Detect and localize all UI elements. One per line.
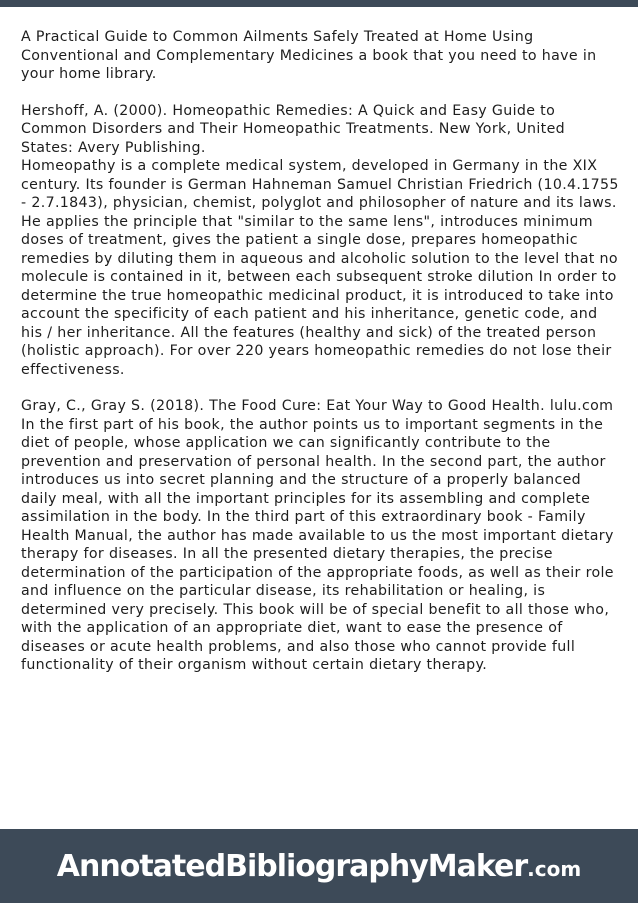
- document-body: [21, 28, 621, 675]
- annotation-1: Homeopathy is a complete medical system, developed in Germany in the XIX century. Its founder is German Hahneman Samuel Christian Friedrich (10.4.1755 - 2.7.1843), physician, chemist, polyglot and philosopher of nature and its laws. He applies the principle that "similar to the same lens", introduces minimum doses of treatment, gives the patient a single dose, prepares homeopathic remedies by diluting them in aqueous and alcoholic solution to the level that no molecule is contained in it, between each subsequent stroke dilution In order to determine the true homeopathic medicinal product, it is introduced to take into account the specificity of each patient and his inheritance, genetic code, and his / her inheritance. All the features (healthy and sick) of the treated person (holistic approach). For over 220 years homeopathic remedies do not lose their effectiveness.: [21, 158, 619, 378]
- brand-domain: .com: [527, 856, 582, 881]
- annotation-2: In the first part of his book, the author points us to important segments in the diet of people, whose application we can significantly contribute to the prevention and preservation of personal health. In the second part, the author introduces us into secret planning and the structure of a properly balanced daily meal, with all the important principles for its assembling and complete assimilation in the body. In the third part of this extraordinary book - Family Health Manual, the author has made available to us the most important dietary therapy for diseases. In all the presented dietary therapies, the precise determination of the participation of the appropriate foods, as well as their role and influence on the particular disease, its rehabilitation or healing, is determined very precisely. This book will be of special benefit to all those who, with the application of an appropriate diet, want to ease the presence of diseases or acute health problems, and also those who cannot provide full functionality of their organism without certain dietary therapy.: [21, 416, 614, 673]
- citation-1: Hershoff, A. (2000). Homeopathic Remedies: A Quick and Easy Guide to Common Disorders and Their Homeopathic Treatments. New York, United States: Avery Publishing.: [21, 102, 566, 156]
- citation-2: Gray, C., Gray S. (2018). The Food Cure: Eat Your Way to Good Health. lulu.com: [21, 398, 614, 414]
- brand-name: AnnotatedBibliographyMaker: [56, 848, 528, 884]
- brand-logo[interactable]: [57, 849, 581, 884]
- intro-paragraph: A Practical Guide to Common Ailments Safely Treated at Home Using Conventional and Complementary Medicines a book that you need to have in your home library.: [21, 29, 597, 82]
- bibliography-entry-1: [21, 102, 621, 380]
- footer-banner: [0, 829, 638, 903]
- bibliography-entry-2: [21, 397, 621, 675]
- top-bar: [0, 0, 638, 7]
